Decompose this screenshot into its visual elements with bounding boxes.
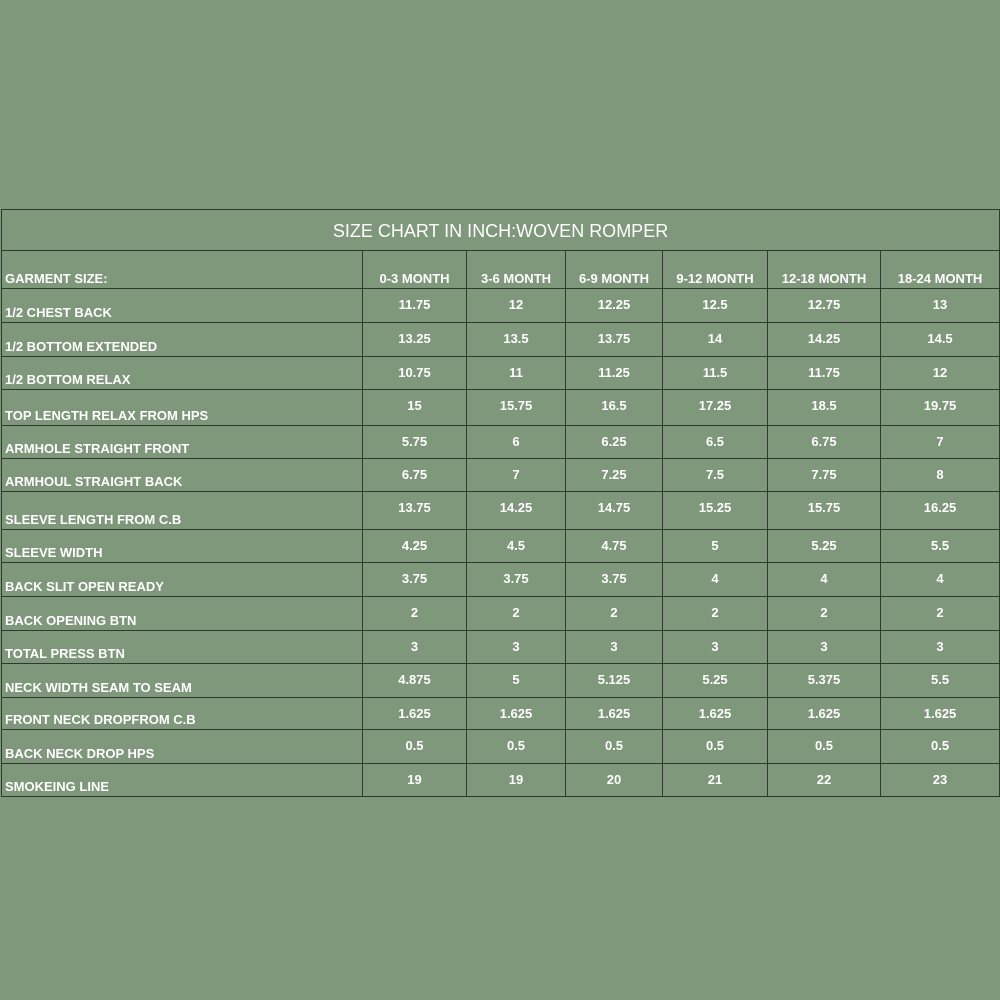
table-row	[2, 698, 1000, 730]
measurement-value: 16.25	[881, 492, 1000, 530]
measurement-value: 3.75	[467, 563, 566, 597]
measurement-value: 0.5	[363, 730, 467, 764]
measurement-value: 1.625	[467, 698, 566, 730]
measurement-label: 1/2 BOTTOM RELAX	[2, 357, 363, 390]
size-header: 12-18 MONTH	[768, 251, 881, 289]
measurement-value: 14	[663, 323, 768, 357]
measurement-value: 1.625	[768, 698, 881, 730]
table-row	[2, 563, 1000, 597]
measurement-value: 11	[467, 357, 566, 390]
measurement-value: 5.25	[768, 530, 881, 563]
measurement-label: TOTAL PRESS BTN	[2, 631, 363, 664]
table-row	[2, 764, 1000, 797]
size-header: 6-9 MONTH	[566, 251, 663, 289]
measurement-value: 15.25	[663, 492, 768, 530]
measurement-label: TOP LENGTH RELAX FROM HPS	[2, 390, 363, 426]
measurement-value: 21	[663, 764, 768, 797]
measurement-value: 7.5	[663, 459, 768, 492]
measurement-value: 6	[467, 426, 566, 459]
size-header: 9-12 MONTH	[663, 251, 768, 289]
measurement-value: 13.75	[566, 323, 663, 357]
measurement-value: 23	[881, 764, 1000, 797]
table-row	[2, 323, 1000, 357]
title-row	[2, 210, 1000, 251]
measurement-label: BACK NECK DROP HPS	[2, 730, 363, 764]
table-row	[2, 492, 1000, 530]
size-header: 0-3 MONTH	[363, 251, 467, 289]
measurement-label: NECK WIDTH SEAM TO SEAM	[2, 664, 363, 698]
measurement-value: 5.75	[363, 426, 467, 459]
measurement-value: 1.625	[566, 698, 663, 730]
measurement-value: 1.625	[881, 698, 1000, 730]
measurement-value: 3.75	[363, 563, 467, 597]
measurement-value: 2	[881, 597, 1000, 631]
measurement-value: 13.25	[363, 323, 467, 357]
table-row	[2, 631, 1000, 664]
size-chart-table	[1, 209, 1000, 797]
table-row	[2, 530, 1000, 563]
measurement-value: 0.5	[467, 730, 566, 764]
measurement-value: 0.5	[566, 730, 663, 764]
measurement-value: 4	[768, 563, 881, 597]
table-row	[2, 390, 1000, 426]
measurement-value: 22	[768, 764, 881, 797]
measurement-label: SMOKEING LINE	[2, 764, 363, 797]
table-row	[2, 730, 1000, 764]
measurement-label: SLEEVE LENGTH FROM C.B	[2, 492, 363, 530]
measurement-value: 1.625	[363, 698, 467, 730]
table-row	[2, 357, 1000, 390]
header-label: GARMENT SIZE:	[2, 251, 363, 289]
measurement-value: 11.75	[363, 289, 467, 323]
measurement-value: 3.75	[566, 563, 663, 597]
size-header: 3-6 MONTH	[467, 251, 566, 289]
measurement-value: 4	[881, 563, 1000, 597]
measurement-value: 5.5	[881, 664, 1000, 698]
measurement-value: 12.25	[566, 289, 663, 323]
measurement-label: 1/2 CHEST BACK	[2, 289, 363, 323]
measurement-value: 7	[467, 459, 566, 492]
measurement-value: 2	[566, 597, 663, 631]
measurement-label: ARMHOUL STRAIGHT BACK	[2, 459, 363, 492]
measurement-value: 12	[467, 289, 566, 323]
measurement-value: 7	[881, 426, 1000, 459]
measurement-value: 15.75	[768, 492, 881, 530]
measurement-value: 5.25	[663, 664, 768, 698]
measurement-label: 1/2 BOTTOM EXTENDED	[2, 323, 363, 357]
measurement-value: 19	[467, 764, 566, 797]
measurement-value: 12.5	[663, 289, 768, 323]
measurement-value: 6.5	[663, 426, 768, 459]
measurement-value: 3	[768, 631, 881, 664]
measurement-value: 19.75	[881, 390, 1000, 426]
measurement-value: 16.5	[566, 390, 663, 426]
measurement-value: 11.5	[663, 357, 768, 390]
table-row	[2, 289, 1000, 323]
header-row	[2, 251, 1000, 289]
measurement-value: 6.25	[566, 426, 663, 459]
measurement-value: 20	[566, 764, 663, 797]
measurement-value: 3	[881, 631, 1000, 664]
measurement-value: 14.25	[768, 323, 881, 357]
table-title: SIZE CHART IN INCH:WOVEN ROMPER	[2, 210, 1000, 251]
measurement-value: 14.5	[881, 323, 1000, 357]
measurement-value: 3	[467, 631, 566, 664]
measurement-value: 13.75	[363, 492, 467, 530]
measurement-value: 4.5	[467, 530, 566, 563]
measurement-value: 5.375	[768, 664, 881, 698]
measurement-value: 13	[881, 289, 1000, 323]
measurement-value: 14.75	[566, 492, 663, 530]
measurement-value: 19	[363, 764, 467, 797]
table-row	[2, 664, 1000, 698]
measurement-value: 15.75	[467, 390, 566, 426]
measurement-value: 5.125	[566, 664, 663, 698]
measurement-label: BACK OPENING BTN	[2, 597, 363, 631]
measurement-label: SLEEVE WIDTH	[2, 530, 363, 563]
measurement-label: BACK SLIT OPEN READY	[2, 563, 363, 597]
measurement-value: 6.75	[363, 459, 467, 492]
measurement-value: 6.75	[768, 426, 881, 459]
measurement-value: 13.5	[467, 323, 566, 357]
measurement-value: 11.25	[566, 357, 663, 390]
measurement-value: 4.25	[363, 530, 467, 563]
measurement-value: 14.25	[467, 492, 566, 530]
measurement-value: 2	[663, 597, 768, 631]
measurement-value: 0.5	[663, 730, 768, 764]
measurement-label: FRONT NECK DROPFROM C.B	[2, 698, 363, 730]
table-row	[2, 426, 1000, 459]
measurement-value: 3	[663, 631, 768, 664]
measurement-value: 7.75	[768, 459, 881, 492]
measurement-value: 10.75	[363, 357, 467, 390]
measurement-value: 4.875	[363, 664, 467, 698]
measurement-value: 3	[566, 631, 663, 664]
measurement-value: 17.25	[663, 390, 768, 426]
measurement-value: 5.5	[881, 530, 1000, 563]
measurement-value: 0.5	[881, 730, 1000, 764]
measurement-value: 3	[363, 631, 467, 664]
measurement-label: ARMHOLE STRAIGHT FRONT	[2, 426, 363, 459]
measurement-value: 4.75	[566, 530, 663, 563]
measurement-value: 2	[768, 597, 881, 631]
measurement-value: 11.75	[768, 357, 881, 390]
table-row	[2, 459, 1000, 492]
measurement-value: 4	[663, 563, 768, 597]
size-header: 18-24 MONTH	[881, 251, 1000, 289]
measurement-value: 12.75	[768, 289, 881, 323]
measurement-value: 7.25	[566, 459, 663, 492]
measurement-value: 2	[467, 597, 566, 631]
measurement-value: 12	[881, 357, 1000, 390]
measurement-value: 5	[467, 664, 566, 698]
measurement-value: 0.5	[768, 730, 881, 764]
measurement-value: 1.625	[663, 698, 768, 730]
measurement-value: 5	[663, 530, 768, 563]
measurement-value: 2	[363, 597, 467, 631]
table-row	[2, 597, 1000, 631]
measurement-value: 8	[881, 459, 1000, 492]
measurement-value: 15	[363, 390, 467, 426]
measurement-value: 18.5	[768, 390, 881, 426]
